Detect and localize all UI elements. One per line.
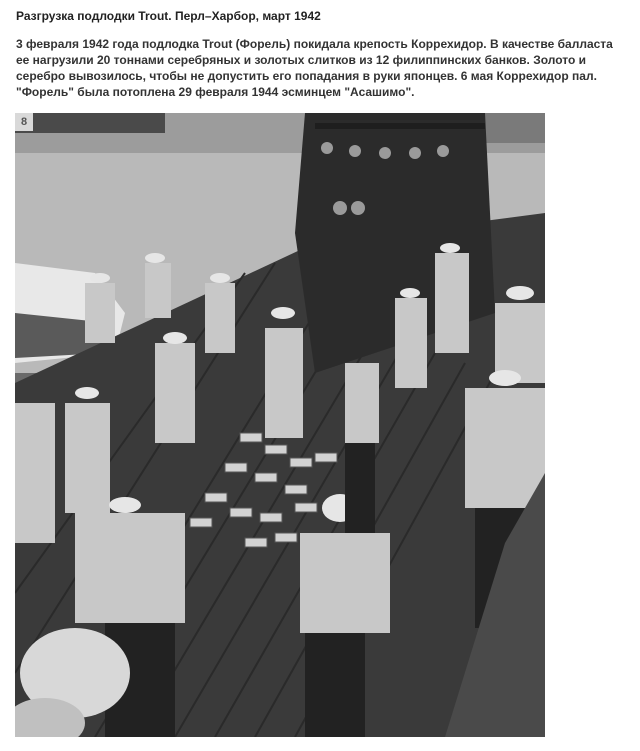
- article-caption: 3 февраля 1942 года подлодка Trout (Форель) покидала крепость Коррехидор. В качестве балласта ее нагрузили 20 тоннами серебряных и золотых слитков из 12 филиппинских банков. Золото и серебро вывозилось, чтобы не допустить его попадания в руки японцев. 6 мая Коррехидор пал. "Форель" была потоплена 29 февраля 1944 эсминцем "Асашимо".: [16, 37, 613, 99]
- photo-illustration: [15, 113, 545, 737]
- photo-index-badge: 8: [15, 113, 33, 131]
- submarine-photo[interactable]: [15, 113, 545, 737]
- article-title: Разгрузка подлодки Trout. Перл–Харбор, март 1942: [16, 9, 321, 23]
